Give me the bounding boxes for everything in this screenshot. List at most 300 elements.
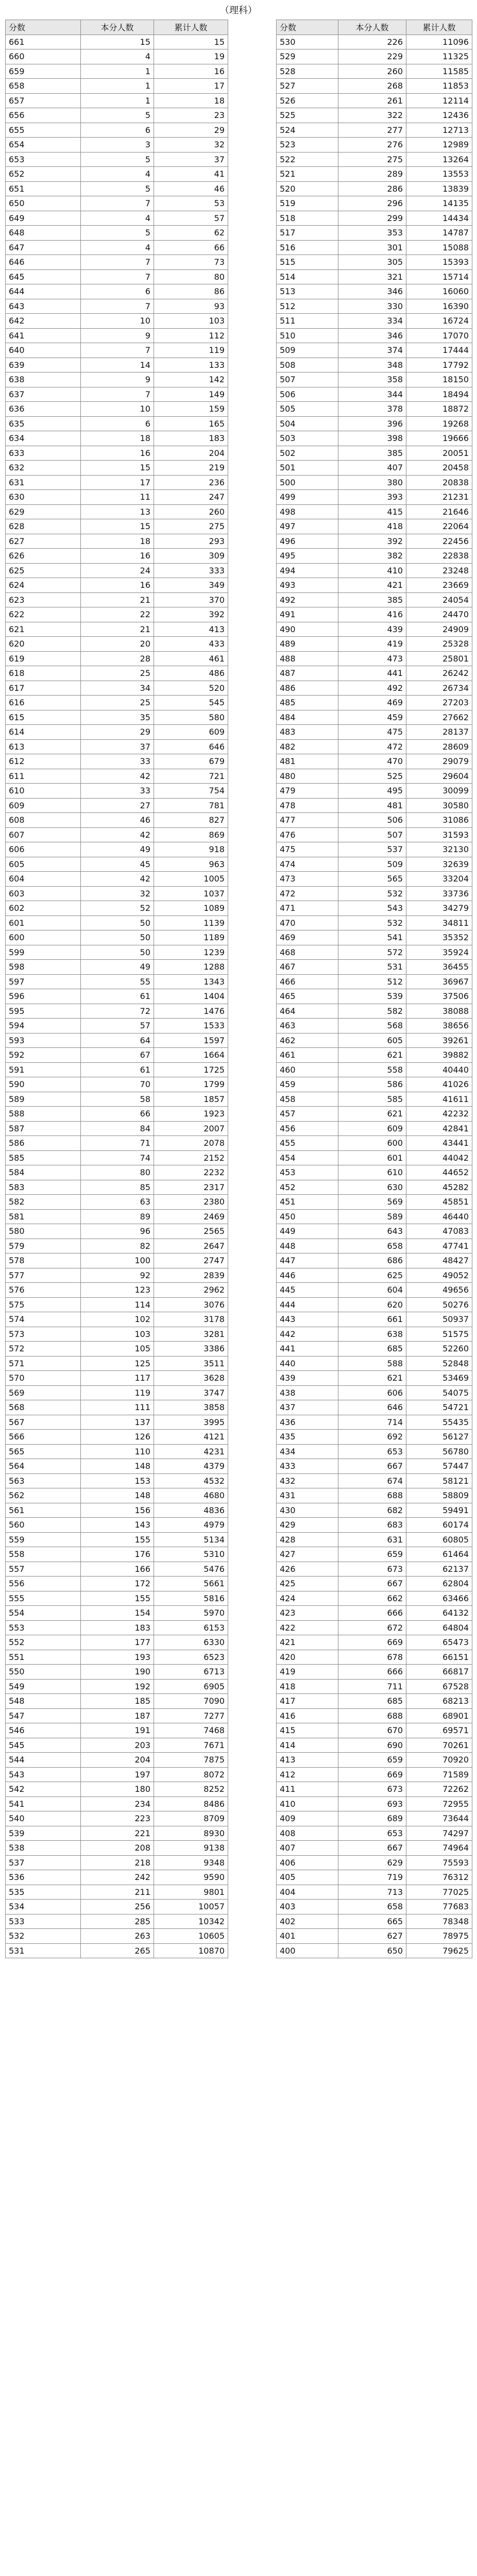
cell-cumulative: 2469 [154, 1209, 228, 1224]
cell-count: 344 [338, 387, 406, 402]
table-row [6, 1665, 228, 1680]
cell-cumulative: 19268 [406, 416, 472, 431]
cell-cumulative: 1189 [154, 930, 228, 945]
cell-cumulative: 32639 [406, 857, 472, 872]
cell-score: 588 [6, 1107, 81, 1122]
table-row [6, 681, 228, 696]
cell-cumulative: 33736 [406, 886, 472, 901]
cell-cumulative: 47083 [406, 1224, 472, 1239]
cell-count: 392 [338, 534, 406, 549]
cell-score: 582 [6, 1195, 81, 1210]
table-row [6, 1165, 228, 1180]
cell-cumulative: 34811 [406, 916, 472, 930]
cell-score: 452 [277, 1180, 338, 1195]
cell-cumulative: 4379 [154, 1459, 228, 1474]
cell-score: 633 [6, 446, 81, 461]
table-row [277, 1518, 472, 1533]
cell-count: 148 [81, 1488, 154, 1503]
cell-cumulative: 5134 [154, 1532, 228, 1547]
table-row [6, 123, 228, 138]
cell-cumulative: 68901 [406, 1708, 472, 1723]
cell-score: 584 [6, 1165, 81, 1180]
cell-cumulative: 2380 [154, 1195, 228, 1210]
cell-score: 547 [6, 1708, 81, 1723]
cell-count: 13 [81, 504, 154, 519]
cell-count: 330 [338, 299, 406, 314]
cell-cumulative: 72955 [406, 1797, 472, 1811]
cell-count: 155 [81, 1532, 154, 1547]
cell-count: 7 [81, 299, 154, 314]
cell-count: 268 [338, 79, 406, 94]
cell-count: 177 [81, 1635, 154, 1650]
cell-cumulative: 40440 [406, 1062, 472, 1077]
cell-count: 92 [81, 1268, 154, 1283]
table-row [277, 226, 472, 241]
cell-count: 9 [81, 328, 154, 343]
table-row [6, 1767, 228, 1782]
table-row [277, 916, 472, 930]
cell-cumulative: 34279 [406, 901, 472, 916]
cell-count: 475 [338, 725, 406, 740]
cell-count: 667 [338, 1577, 406, 1591]
table-row [277, 343, 472, 358]
cell-count: 111 [81, 1400, 154, 1415]
table-row [6, 1121, 228, 1136]
cell-count: 410 [338, 563, 406, 578]
cell-count: 16 [81, 446, 154, 461]
cell-score: 480 [277, 769, 338, 784]
cell-score: 650 [6, 196, 81, 211]
cell-score: 627 [6, 534, 81, 549]
table-row [277, 1826, 472, 1841]
cell-score: 628 [6, 519, 81, 534]
cell-cumulative: 2647 [154, 1239, 228, 1253]
cell-cumulative: 721 [154, 769, 228, 784]
table-row [6, 490, 228, 505]
table-row [277, 710, 472, 725]
cell-cumulative: 4231 [154, 1444, 228, 1459]
cell-score: 420 [277, 1650, 338, 1665]
cell-cumulative: 80 [154, 269, 228, 284]
table-row [277, 1415, 472, 1430]
cell-count: 6 [81, 284, 154, 299]
cell-count: 16 [81, 549, 154, 564]
cell-count: 609 [338, 1121, 406, 1136]
cell-count: 15 [81, 519, 154, 534]
table-row [277, 402, 472, 417]
cell-count: 153 [81, 1473, 154, 1488]
table-caption: （理科） [220, 5, 257, 16]
table-row [277, 1635, 472, 1650]
cell-cumulative: 58809 [406, 1488, 472, 1503]
cell-cumulative: 13264 [406, 152, 472, 167]
cell-score: 560 [6, 1518, 81, 1533]
cell-score: 424 [277, 1591, 338, 1606]
cell-count: 321 [338, 269, 406, 284]
cell-score: 657 [6, 93, 81, 108]
cell-score: 409 [277, 1811, 338, 1826]
cell-count: 638 [338, 1327, 406, 1342]
cell-score: 621 [6, 622, 81, 637]
cell-cumulative: 39882 [406, 1048, 472, 1063]
cell-count: 380 [338, 475, 406, 490]
cell-count: 629 [338, 1855, 406, 1870]
cell-score: 435 [277, 1430, 338, 1445]
cell-score: 470 [277, 916, 338, 930]
cell-count: 191 [81, 1723, 154, 1738]
table-row [6, 886, 228, 901]
cell-count: 190 [81, 1665, 154, 1680]
cell-cumulative: 7671 [154, 1738, 228, 1753]
cell-cumulative: 4532 [154, 1473, 228, 1488]
cell-count: 80 [81, 1165, 154, 1180]
cell-score: 623 [6, 592, 81, 607]
table-row [277, 1562, 472, 1577]
cell-cumulative: 4680 [154, 1488, 228, 1503]
cell-score: 408 [277, 1826, 338, 1841]
cell-cumulative: 77025 [406, 1885, 472, 1900]
cell-cumulative: 38656 [406, 1019, 472, 1033]
cell-count: 45 [81, 857, 154, 872]
cell-cumulative: 646 [154, 739, 228, 754]
cell-count: 14 [81, 358, 154, 372]
table-row [277, 1473, 472, 1488]
cell-score: 423 [277, 1606, 338, 1621]
cell-score: 531 [6, 1943, 81, 1958]
cell-count: 653 [338, 1444, 406, 1459]
cell-cumulative: 827 [154, 813, 228, 828]
table-row [6, 607, 228, 622]
table-row [6, 842, 228, 857]
cell-score: 469 [277, 930, 338, 945]
cell-cumulative: 64132 [406, 1606, 472, 1621]
table-row [6, 1062, 228, 1077]
table-row [6, 1518, 228, 1533]
cell-cumulative: 66151 [406, 1650, 472, 1665]
cell-count: 286 [338, 181, 406, 196]
table-row [277, 1753, 472, 1768]
table-row [277, 945, 472, 960]
header-row [6, 20, 228, 35]
table-row [277, 108, 472, 123]
cell-score: 649 [6, 211, 81, 226]
cell-cumulative: 13553 [406, 167, 472, 182]
cell-score: 491 [277, 607, 338, 622]
table-row [277, 461, 472, 476]
cell-score: 436 [277, 1415, 338, 1430]
table-row [277, 607, 472, 622]
cell-cumulative: 48427 [406, 1253, 472, 1268]
cell-count: 125 [81, 1356, 154, 1371]
cell-count: 630 [338, 1180, 406, 1195]
cell-cumulative: 53 [154, 196, 228, 211]
cell-cumulative: 50276 [406, 1297, 472, 1312]
cell-cumulative: 520 [154, 681, 228, 696]
cell-count: 57 [81, 1019, 154, 1033]
cell-cumulative: 781 [154, 798, 228, 813]
cell-cumulative: 17792 [406, 358, 472, 372]
cell-cumulative: 73644 [406, 1811, 472, 1826]
cell-cumulative: 31086 [406, 813, 472, 828]
cell-cumulative: 79625 [406, 1943, 472, 1958]
table-row [6, 989, 228, 1004]
table-row [6, 916, 228, 930]
table-row [6, 857, 228, 872]
cell-score: 405 [277, 1870, 338, 1885]
cell-score: 492 [277, 592, 338, 607]
cell-cumulative: 62 [154, 226, 228, 241]
cell-count: 385 [338, 446, 406, 461]
cell-score: 601 [6, 916, 81, 930]
table-row [6, 1077, 228, 1092]
cell-score: 459 [277, 1077, 338, 1092]
cell-count: 260 [338, 64, 406, 79]
cell-count: 532 [338, 886, 406, 901]
cell-count: 15 [81, 35, 154, 49]
cell-score: 518 [277, 211, 338, 226]
cell-cumulative: 21231 [406, 490, 472, 505]
cell-cumulative: 963 [154, 857, 228, 872]
table-row [277, 901, 472, 916]
cell-score: 460 [277, 1062, 338, 1077]
cell-count: 653 [338, 1826, 406, 1841]
cell-score: 525 [277, 108, 338, 123]
cell-score: 413 [277, 1753, 338, 1768]
table-row [277, 328, 472, 343]
cell-count: 601 [338, 1150, 406, 1165]
cell-cumulative: 309 [154, 549, 228, 564]
cell-count: 669 [338, 1635, 406, 1650]
cell-cumulative: 60174 [406, 1518, 472, 1533]
cell-cumulative: 29604 [406, 769, 472, 784]
cell-score: 510 [277, 328, 338, 343]
cell-count: 621 [338, 1371, 406, 1386]
table-row [6, 152, 228, 167]
cell-count: 537 [338, 842, 406, 857]
cell-score: 481 [277, 754, 338, 769]
cell-cumulative: 72262 [406, 1782, 472, 1797]
cell-score: 418 [277, 1679, 338, 1694]
cell-cumulative: 1037 [154, 886, 228, 901]
table-row [6, 1900, 228, 1914]
cell-count: 5 [81, 226, 154, 241]
cell-cumulative: 13839 [406, 181, 472, 196]
table-row [6, 578, 228, 593]
cell-count: 569 [338, 1195, 406, 1210]
cell-score: 579 [6, 1239, 81, 1253]
cell-score: 617 [6, 681, 81, 696]
cell-count: 382 [338, 549, 406, 564]
cell-cumulative: 3995 [154, 1415, 228, 1430]
table-row [277, 1444, 472, 1459]
cell-count: 229 [338, 49, 406, 64]
cell-score: 620 [6, 637, 81, 652]
table-row [6, 1180, 228, 1195]
cell-cumulative: 3386 [154, 1342, 228, 1357]
table-row [6, 901, 228, 916]
cell-count: 55 [81, 974, 154, 989]
cell-score: 646 [6, 255, 81, 270]
table-row [277, 1782, 472, 1797]
table-row [6, 167, 228, 182]
table-row [6, 563, 228, 578]
table-row [6, 240, 228, 255]
table-row [6, 549, 228, 564]
cell-cumulative: 9138 [154, 1841, 228, 1856]
cell-cumulative: 2232 [154, 1165, 228, 1180]
table-row [6, 1547, 228, 1562]
cell-count: 17 [81, 475, 154, 490]
cell-cumulative: 8709 [154, 1811, 228, 1826]
cell-count: 27 [81, 798, 154, 813]
cell-count: 72 [81, 1004, 154, 1019]
table-row [277, 152, 472, 167]
table-row [6, 1430, 228, 1445]
cell-count: 29 [81, 725, 154, 740]
table-row [6, 1239, 228, 1253]
cell-score: 438 [277, 1385, 338, 1400]
cell-count: 7 [81, 269, 154, 284]
cell-count: 674 [338, 1473, 406, 1488]
cell-cumulative: 7875 [154, 1753, 228, 1768]
cell-count: 472 [338, 739, 406, 754]
cell-cumulative: 6153 [154, 1620, 228, 1635]
table-row [6, 1738, 228, 1753]
cell-count: 114 [81, 1297, 154, 1312]
cell-count: 70 [81, 1077, 154, 1092]
table-row [277, 1503, 472, 1518]
table-row [6, 739, 228, 754]
cell-count: 193 [81, 1650, 154, 1665]
table-row [277, 1371, 472, 1386]
cell-score: 635 [6, 416, 81, 431]
cell-score: 478 [277, 798, 338, 813]
cell-score: 658 [6, 79, 81, 94]
table-row [6, 1195, 228, 1210]
table-row [277, 93, 472, 108]
cell-cumulative: 10342 [154, 1914, 228, 1929]
cell-cumulative: 32130 [406, 842, 472, 857]
cell-score: 454 [277, 1150, 338, 1165]
table-row [6, 328, 228, 343]
cell-count: 688 [338, 1488, 406, 1503]
cell-count: 585 [338, 1092, 406, 1107]
table-row [277, 930, 472, 945]
cell-count: 419 [338, 637, 406, 652]
cell-count: 305 [338, 255, 406, 270]
table-row [6, 519, 228, 534]
cell-count: 1 [81, 79, 154, 94]
header-count: 本分人数 [81, 20, 154, 35]
table-row [277, 1914, 472, 1929]
cell-count: 469 [338, 696, 406, 710]
cell-cumulative: 6330 [154, 1635, 228, 1650]
cell-cumulative: 71589 [406, 1767, 472, 1782]
cell-cumulative: 260 [154, 504, 228, 519]
cell-cumulative: 545 [154, 696, 228, 710]
cell-score: 647 [6, 240, 81, 255]
cell-cumulative: 26242 [406, 666, 472, 681]
cell-cumulative: 1404 [154, 989, 228, 1004]
cell-score: 463 [277, 1019, 338, 1033]
table-row [6, 1342, 228, 1357]
cell-count: 50 [81, 930, 154, 945]
header-cumulative: 累计人数 [154, 20, 228, 35]
cell-count: 172 [81, 1577, 154, 1591]
cell-cumulative: 53469 [406, 1371, 472, 1386]
cell-cumulative: 1725 [154, 1062, 228, 1077]
cell-score: 440 [277, 1356, 338, 1371]
cell-score: 609 [6, 798, 81, 813]
cell-score: 449 [277, 1224, 338, 1239]
table-row [277, 387, 472, 402]
table-row [6, 79, 228, 94]
cell-cumulative: 142 [154, 372, 228, 387]
cell-count: 348 [338, 358, 406, 372]
table-row [277, 549, 472, 564]
table-row [6, 784, 228, 799]
cell-cumulative: 32 [154, 138, 228, 152]
cell-score: 432 [277, 1473, 338, 1488]
cell-count: 234 [81, 1797, 154, 1811]
table-row [6, 1753, 228, 1768]
cell-cumulative: 236 [154, 475, 228, 490]
cell-cumulative: 22064 [406, 519, 472, 534]
table-row [277, 1165, 472, 1180]
cell-count: 176 [81, 1547, 154, 1562]
cell-cumulative: 17444 [406, 343, 472, 358]
table-row [277, 1077, 472, 1092]
cell-cumulative: 183 [154, 431, 228, 446]
cell-cumulative: 49656 [406, 1283, 472, 1298]
cell-score: 566 [6, 1430, 81, 1445]
cell-count: 631 [338, 1532, 406, 1547]
table-row [277, 1342, 472, 1357]
cell-cumulative: 68213 [406, 1694, 472, 1709]
cell-score: 570 [6, 1371, 81, 1386]
cell-cumulative: 28137 [406, 725, 472, 740]
cell-score: 640 [6, 343, 81, 358]
table-row [6, 1150, 228, 1165]
cell-cumulative: 4836 [154, 1503, 228, 1518]
cell-count: 256 [81, 1900, 154, 1914]
cell-score: 501 [277, 461, 338, 476]
cell-count: 277 [338, 123, 406, 138]
cell-score: 563 [6, 1473, 81, 1488]
cell-count: 621 [338, 1048, 406, 1063]
table-row [277, 431, 472, 446]
table-row [6, 358, 228, 372]
cell-score: 486 [277, 681, 338, 696]
table-row [6, 1914, 228, 1929]
table-row [277, 490, 472, 505]
cell-count: 63 [81, 1195, 154, 1210]
cell-score: 495 [277, 549, 338, 564]
cell-cumulative: 19666 [406, 431, 472, 446]
cell-cumulative: 1799 [154, 1077, 228, 1092]
cell-cumulative: 9801 [154, 1885, 228, 1900]
cell-count: 25 [81, 666, 154, 681]
cell-score: 571 [6, 1356, 81, 1371]
cell-score: 551 [6, 1650, 81, 1665]
cell-count: 665 [338, 1914, 406, 1929]
cell-score: 607 [6, 827, 81, 842]
cell-score: 402 [277, 1914, 338, 1929]
cell-count: 589 [338, 1209, 406, 1224]
cell-score: 419 [277, 1665, 338, 1680]
cell-score: 583 [6, 1180, 81, 1195]
table-row [277, 592, 472, 607]
